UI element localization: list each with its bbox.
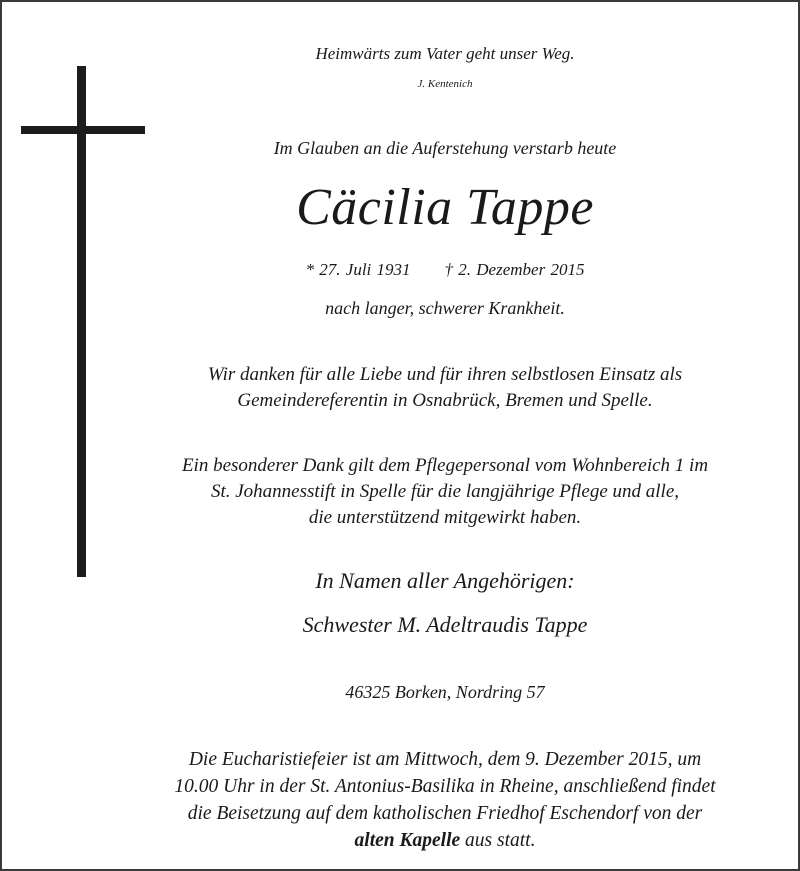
chapel-name: alten Kapelle [354,830,461,851]
service-line-last [88,827,800,854]
thanks-2-line: die unterstützend mitgewirkt haben. [308,507,582,528]
contact-address: 46325 Borken, Nordring 57 [345,682,545,702]
motto-quote: Heimwärts zum Vater geht unser Weg. [315,44,575,63]
thanks-2-line: St. Johannesstift in Spelle für die langjährige Pflege und alle, [210,481,680,502]
illness-note: nach langer, schwerer Krankheit. [325,298,565,318]
service-line: 10.00 Uhr in der St. Antonius-Basilika in Rheine, anschließend findet [174,776,716,797]
cross-vertical-beam [77,66,86,577]
birth-date: * 27. Juli 1931 [305,260,411,279]
intro-text: Im Glauben an die Auferstehung verstarb heute [273,138,617,158]
motto-author: J. Kentenich [417,78,473,90]
thanks-2-line: Ein besonderer Dank gilt dem Pflegepersonal vom Wohnbereich 1 im [181,455,709,476]
service-line: Die Eucharistiefeier ist am Mittwoch, dem 9. Dezember 2015, um [188,749,702,770]
deceased-name: Cäcilia Tappe [296,179,594,236]
cross-horizontal-beam [21,126,145,134]
signatory-name: Schwester M. Adeltraudis Tappe [302,612,588,637]
death-date: † 2. Dezember 2015 [444,260,585,279]
relatives-label: In Namen aller Angehörigen: [315,568,575,593]
service-line: die Beisetzung auf dem katholischen Friedhof Eschendorf von der [187,803,703,824]
thanks-1-line: Gemeindereferentin in Osnabrück, Bremen und Spelle. [237,390,653,411]
thanks-paragraph-2 [88,453,800,531]
life-dates [88,260,800,280]
service-line-end: aus statt. [460,830,536,851]
thanks-paragraph-1 [88,362,800,414]
service-notice [88,746,800,854]
thanks-1-line: Wir danken für alle Liebe und für ihren selbstlosen Einsatz als [207,364,683,385]
